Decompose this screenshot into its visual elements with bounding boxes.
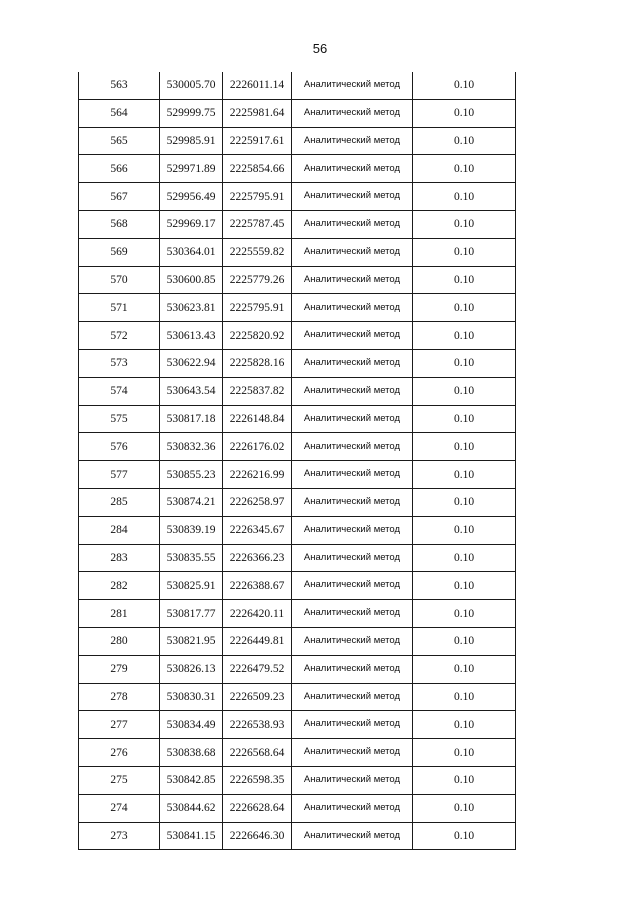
point-number-cell: 285 [79, 488, 160, 516]
point-number-cell: 569 [79, 238, 160, 266]
method-cell: Аналитический метод [292, 794, 413, 822]
y-coordinate-cell: 2226148.84 [223, 405, 292, 433]
x-coordinate-cell: 530817.18 [160, 405, 223, 433]
table-row [79, 294, 516, 322]
y-coordinate-cell: 2225787.45 [223, 210, 292, 238]
y-coordinate-cell: 2226538.93 [223, 711, 292, 739]
y-coordinate-cell: 2226568.64 [223, 739, 292, 767]
method-cell: Аналитический метод [292, 433, 413, 461]
method-cell: Аналитический метод [292, 655, 413, 683]
y-coordinate-cell: 2226509.23 [223, 683, 292, 711]
y-coordinate-cell: 2226420.11 [223, 600, 292, 628]
accuracy-cell: 0.10 [413, 405, 516, 433]
y-coordinate-cell: 2225820.92 [223, 322, 292, 350]
accuracy-cell: 0.10 [413, 739, 516, 767]
point-number-cell: 573 [79, 349, 160, 377]
method-cell: Аналитический метод [292, 683, 413, 711]
y-coordinate-cell: 2226258.97 [223, 488, 292, 516]
x-coordinate-cell: 530844.62 [160, 794, 223, 822]
point-number-cell: 281 [79, 600, 160, 628]
table-row [79, 711, 516, 739]
point-number-cell: 577 [79, 461, 160, 489]
y-coordinate-cell: 2225779.26 [223, 266, 292, 294]
accuracy-cell: 0.10 [413, 183, 516, 211]
accuracy-cell: 0.10 [413, 600, 516, 628]
y-coordinate-cell: 2225795.91 [223, 183, 292, 211]
accuracy-cell: 0.10 [413, 99, 516, 127]
method-cell: Аналитический метод [292, 739, 413, 767]
y-coordinate-cell: 2226345.67 [223, 516, 292, 544]
point-number-cell: 571 [79, 294, 160, 322]
point-number-cell: 275 [79, 766, 160, 794]
method-cell: Аналитический метод [292, 488, 413, 516]
method-cell: Аналитический метод [292, 294, 413, 322]
point-number-cell: 572 [79, 322, 160, 350]
table-row [79, 461, 516, 489]
method-cell: Аналитический метод [292, 99, 413, 127]
x-coordinate-cell: 530643.54 [160, 377, 223, 405]
accuracy-cell: 0.10 [413, 72, 516, 99]
x-coordinate-cell: 529999.75 [160, 99, 223, 127]
table-row [79, 238, 516, 266]
x-coordinate-cell: 530855.23 [160, 461, 223, 489]
table-row [79, 433, 516, 461]
accuracy-cell: 0.10 [413, 294, 516, 322]
x-coordinate-cell: 530817.77 [160, 600, 223, 628]
x-coordinate-cell: 530838.68 [160, 739, 223, 767]
accuracy-cell: 0.10 [413, 238, 516, 266]
y-coordinate-cell: 2226176.02 [223, 433, 292, 461]
point-number-cell: 284 [79, 516, 160, 544]
x-coordinate-cell: 530825.91 [160, 572, 223, 600]
table-row [79, 822, 516, 850]
method-cell: Аналитический метод [292, 266, 413, 294]
point-number-cell: 277 [79, 711, 160, 739]
x-coordinate-cell: 530839.19 [160, 516, 223, 544]
table-row [79, 72, 516, 99]
table-row [79, 377, 516, 405]
x-coordinate-cell: 530832.36 [160, 433, 223, 461]
method-cell: Аналитический метод [292, 238, 413, 266]
accuracy-cell: 0.10 [413, 266, 516, 294]
method-cell: Аналитический метод [292, 155, 413, 183]
point-number-cell: 278 [79, 683, 160, 711]
point-number-cell: 568 [79, 210, 160, 238]
y-coordinate-cell: 2226479.52 [223, 655, 292, 683]
table-row [79, 488, 516, 516]
y-coordinate-cell: 2226598.35 [223, 766, 292, 794]
point-number-cell: 276 [79, 739, 160, 767]
method-cell: Аналитический метод [292, 461, 413, 489]
y-coordinate-cell: 2226216.99 [223, 461, 292, 489]
accuracy-cell: 0.10 [413, 322, 516, 350]
point-number-cell: 564 [79, 99, 160, 127]
accuracy-cell: 0.10 [413, 377, 516, 405]
method-cell: Аналитический метод [292, 72, 413, 99]
table-row [79, 794, 516, 822]
x-coordinate-cell: 529971.89 [160, 155, 223, 183]
point-number-cell: 570 [79, 266, 160, 294]
x-coordinate-cell: 529956.49 [160, 183, 223, 211]
table-row [79, 739, 516, 767]
y-coordinate-cell: 2226628.64 [223, 794, 292, 822]
table-row [79, 349, 516, 377]
accuracy-cell: 0.10 [413, 766, 516, 794]
table-body [79, 72, 516, 850]
method-cell: Аналитический метод [292, 711, 413, 739]
point-number-cell: 280 [79, 627, 160, 655]
y-coordinate-cell: 2226646.30 [223, 822, 292, 850]
y-coordinate-cell: 2226011.14 [223, 72, 292, 99]
table-row [79, 210, 516, 238]
method-cell: Аналитический метод [292, 405, 413, 433]
accuracy-cell: 0.10 [413, 488, 516, 516]
y-coordinate-cell: 2226366.23 [223, 544, 292, 572]
x-coordinate-cell: 529985.91 [160, 127, 223, 155]
y-coordinate-cell: 2225559.82 [223, 238, 292, 266]
method-cell: Аналитический метод [292, 210, 413, 238]
y-coordinate-cell: 2226388.67 [223, 572, 292, 600]
point-number-cell: 279 [79, 655, 160, 683]
table-row [79, 516, 516, 544]
table-row [79, 155, 516, 183]
table-row [79, 99, 516, 127]
y-coordinate-cell: 2225981.64 [223, 99, 292, 127]
method-cell: Аналитический метод [292, 349, 413, 377]
point-number-cell: 565 [79, 127, 160, 155]
table-row [79, 405, 516, 433]
accuracy-cell: 0.10 [413, 572, 516, 600]
table-row [79, 572, 516, 600]
accuracy-cell: 0.10 [413, 461, 516, 489]
y-coordinate-cell: 2225917.61 [223, 127, 292, 155]
table-row [79, 766, 516, 794]
accuracy-cell: 0.10 [413, 516, 516, 544]
accuracy-cell: 0.10 [413, 155, 516, 183]
x-coordinate-cell: 530364.01 [160, 238, 223, 266]
accuracy-cell: 0.10 [413, 433, 516, 461]
x-coordinate-cell: 530830.31 [160, 683, 223, 711]
method-cell: Аналитический метод [292, 127, 413, 155]
y-coordinate-cell: 2225837.82 [223, 377, 292, 405]
accuracy-cell: 0.10 [413, 794, 516, 822]
method-cell: Аналитический метод [292, 572, 413, 600]
method-cell: Аналитический метод [292, 377, 413, 405]
table-row [79, 544, 516, 572]
x-coordinate-cell: 530613.43 [160, 322, 223, 350]
x-coordinate-cell: 530841.15 [160, 822, 223, 850]
point-number-cell: 574 [79, 377, 160, 405]
x-coordinate-cell: 530623.81 [160, 294, 223, 322]
coordinates-table [78, 72, 516, 850]
point-number-cell: 576 [79, 433, 160, 461]
accuracy-cell: 0.10 [413, 683, 516, 711]
accuracy-cell: 0.10 [413, 544, 516, 572]
x-coordinate-cell: 530622.94 [160, 349, 223, 377]
accuracy-cell: 0.10 [413, 349, 516, 377]
table-row [79, 683, 516, 711]
table-row [79, 183, 516, 211]
accuracy-cell: 0.10 [413, 627, 516, 655]
table-row [79, 127, 516, 155]
method-cell: Аналитический метод [292, 822, 413, 850]
x-coordinate-cell: 530835.55 [160, 544, 223, 572]
point-number-cell: 567 [79, 183, 160, 211]
x-coordinate-cell: 530821.95 [160, 627, 223, 655]
method-cell: Аналитический метод [292, 544, 413, 572]
method-cell: Аналитический метод [292, 183, 413, 211]
table-row [79, 266, 516, 294]
y-coordinate-cell: 2225854.66 [223, 155, 292, 183]
x-coordinate-cell: 530842.85 [160, 766, 223, 794]
point-number-cell: 273 [79, 822, 160, 850]
table-row [79, 655, 516, 683]
point-number-cell: 575 [79, 405, 160, 433]
point-number-cell: 566 [79, 155, 160, 183]
y-coordinate-cell: 2225828.16 [223, 349, 292, 377]
method-cell: Аналитический метод [292, 516, 413, 544]
accuracy-cell: 0.10 [413, 210, 516, 238]
y-coordinate-cell: 2225795.91 [223, 294, 292, 322]
page-number: 56 [312, 41, 328, 56]
accuracy-cell: 0.10 [413, 655, 516, 683]
accuracy-cell: 0.10 [413, 822, 516, 850]
table-row [79, 322, 516, 350]
x-coordinate-cell: 530005.70 [160, 72, 223, 99]
method-cell: Аналитический метод [292, 766, 413, 794]
method-cell: Аналитический метод [292, 322, 413, 350]
accuracy-cell: 0.10 [413, 127, 516, 155]
table-row [79, 627, 516, 655]
accuracy-cell: 0.10 [413, 711, 516, 739]
x-coordinate-cell: 529969.17 [160, 210, 223, 238]
point-number-cell: 283 [79, 544, 160, 572]
x-coordinate-cell: 530874.21 [160, 488, 223, 516]
method-cell: Аналитический метод [292, 627, 413, 655]
method-cell: Аналитический метод [292, 600, 413, 628]
x-coordinate-cell: 530826.13 [160, 655, 223, 683]
point-number-cell: 274 [79, 794, 160, 822]
point-number-cell: 282 [79, 572, 160, 600]
y-coordinate-cell: 2226449.81 [223, 627, 292, 655]
x-coordinate-cell: 530600.85 [160, 266, 223, 294]
x-coordinate-cell: 530834.49 [160, 711, 223, 739]
point-number-cell: 563 [79, 72, 160, 99]
table-row [79, 600, 516, 628]
